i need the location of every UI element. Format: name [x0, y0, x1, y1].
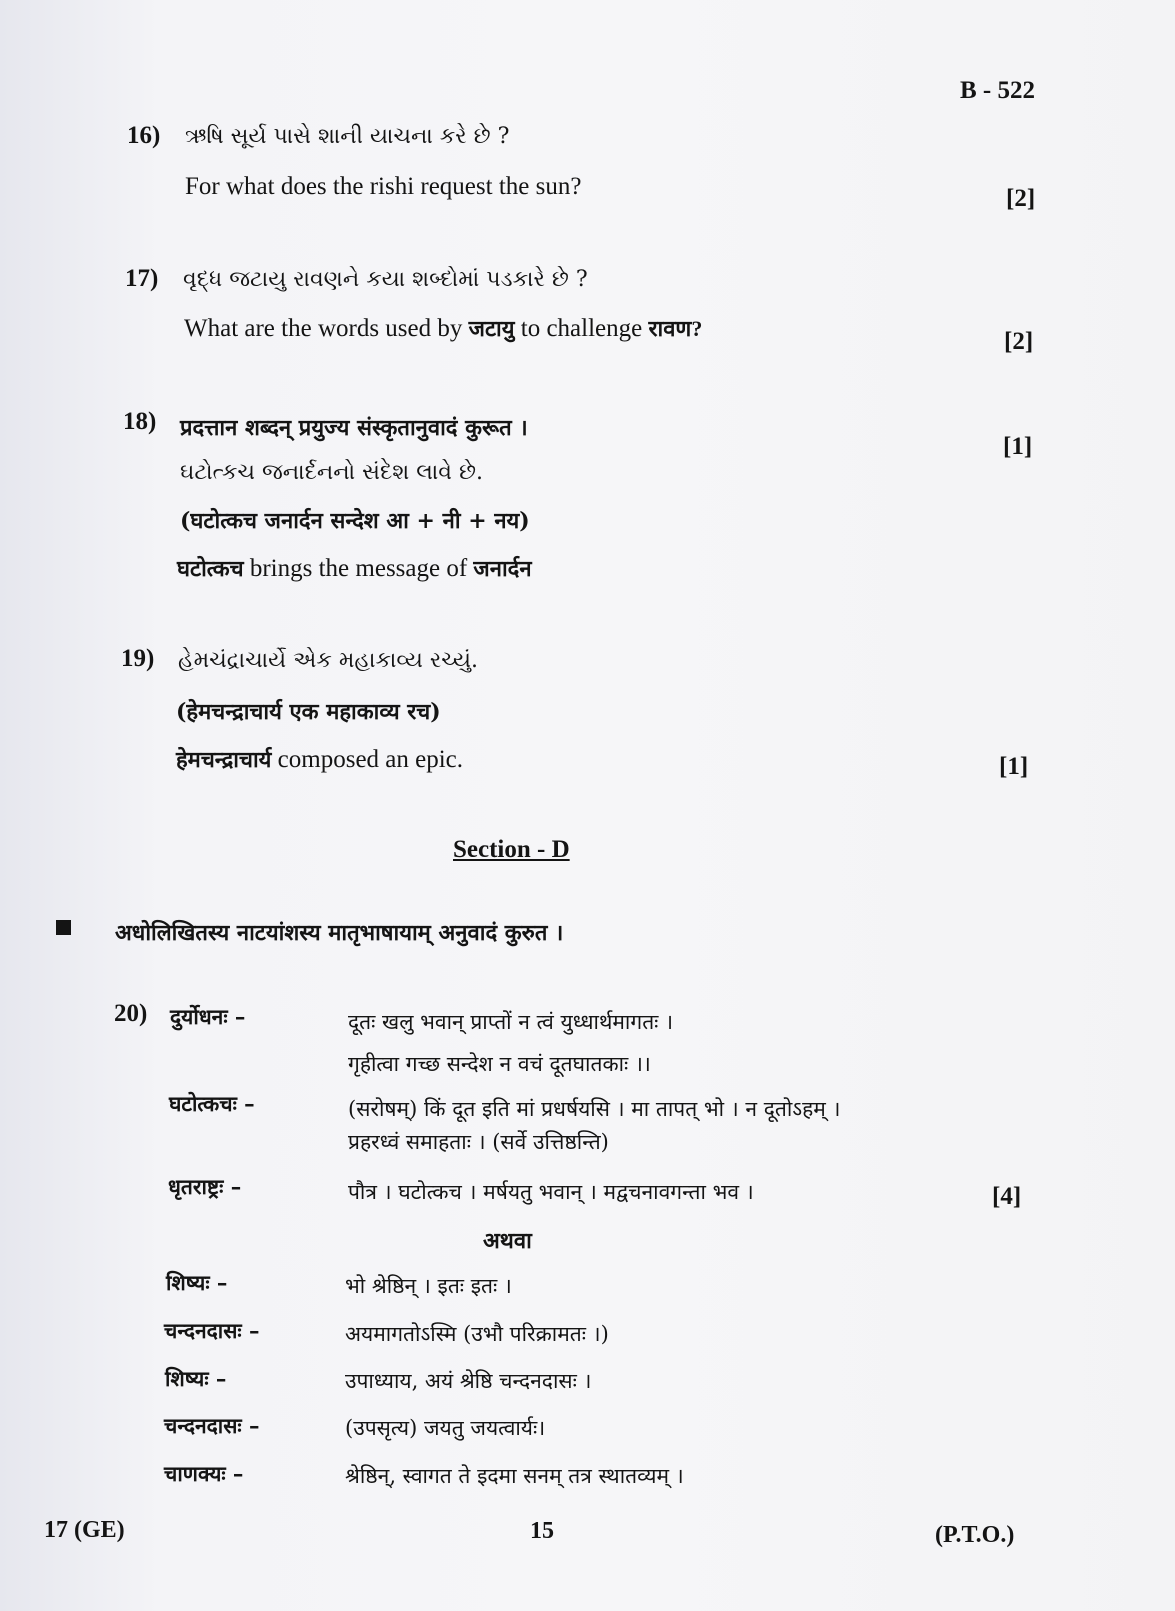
paper-code: B - 522 [960, 77, 1035, 104]
footer-pto: (P.T.O.) [935, 1522, 1015, 1548]
speaker-ghatotkacha: घटोत्कचः – [169, 1091, 255, 1116]
question-16-number: 16) [127, 122, 161, 149]
question-16-english: For what does the rishi request the sun? [185, 173, 582, 200]
question-17-gujarati: વૃદ્ધ જટાયુ રાવણને કયા શબ્દોમાં પડકારે છે ? [183, 267, 588, 292]
dialogue-line: श्रेष्ठिन्, स्वागत ते इदमा सनम् तत्र स्थातव्यम् । [345, 1464, 684, 1488]
question-17-word-ravan: रावण? [648, 316, 703, 341]
speaker-duryodhana: दुर्योधनः – [170, 1004, 246, 1029]
dialogue-line: भो श्रेष्ठिन् । इतः इतः । [345, 1274, 512, 1298]
question-18-english [177, 553, 532, 583]
dialogue-line: अयमागतोऽस्मि (उभौ परिक्रामतः ।) [345, 1322, 609, 1346]
question-17-english-pre: What are the words used by [184, 315, 463, 342]
page-number: 15 [530, 1518, 554, 1544]
question-17-english-mid: to challenge [520, 315, 643, 342]
question-19-number: 19) [121, 645, 155, 672]
dialogue-line: प्रहरध्वं समाहताः । (सर्वे उत्तिष्ठन्ति) [348, 1130, 609, 1154]
speaker-chandanadasa: चन्दनदासः – [164, 1413, 260, 1438]
question-18-hint: (घटोत्कच जनार्दन सन्देश आ + नी + नय) [180, 508, 530, 534]
question-18-word-ghatotkach: घटोत्कच [177, 556, 244, 581]
question-17-number: 17) [125, 265, 159, 292]
question-16-gujarati: ઋષિ સૂર્ય પાસે શાની યાચના કરે છે ? [185, 124, 510, 149]
question-20-number: 20) [114, 1000, 148, 1027]
dialogue-line: (उपसृत्य) जयतु जयत्वार्यः। [345, 1416, 546, 1440]
question-18-gujarati: ઘટોત્કચ જનાર્દનનો સંદેશ લાવે છે. [180, 460, 483, 485]
question-19-hint: (हेमचन्द्राचार्य एक महाकाव्य रच) [176, 699, 441, 725]
question-20-marks: [4] [992, 1183, 1022, 1210]
speaker-chandanadasa: चन्दनदासः – [164, 1318, 260, 1343]
question-19-english-mid: composed an epic. [277, 746, 464, 773]
question-19-english [176, 744, 463, 774]
dialogue-line: (सरोषम्) किं दूत इति मां प्रधर्षयसि । मा तापत् भो । न दूतोऽहम् । [348, 1097, 841, 1121]
speaker-shishya: शिष्यः – [166, 1270, 228, 1295]
section-title: Section - D [453, 836, 570, 863]
question-18-marks: [1] [1003, 433, 1033, 460]
question-19-word-hemchandra: हेमचन्द्राचार्य [176, 747, 272, 772]
section-instruction: अधोलिखितस्य नाटयांशस्य मातृभाषायाम् अनुवादं कुरुत । [115, 920, 564, 946]
speaker-chanakya: चाणक्यः – [164, 1461, 244, 1486]
question-17-word-jatayu: जटायु [468, 316, 515, 341]
speaker-shishya: शिष्यः – [165, 1366, 227, 1391]
question-16-marks: [2] [1006, 185, 1036, 212]
dialogue-line: गृहीत्वा गच्छ सन्देश न वचं दूतघातकाः ।। [348, 1052, 651, 1076]
dialogue-line: उपाध्याय, अयं श्रेष्ठि चन्दनदासः । [345, 1369, 592, 1393]
speaker-dhritarashtra: धृतराष्ट्रः – [168, 1174, 242, 1199]
question-18-word-janardan: जनार्दन [473, 556, 532, 581]
question-17-english [184, 313, 702, 343]
question-18-number: 18) [123, 408, 157, 435]
question-18-instruction: प्रदत्तान शब्दन् प्रयुज्य संस्कृतानुवादं कुरूत । [180, 415, 528, 441]
dialogue-line: पौत्र । घटोत्कच । मर्षयतु भवान् । मद्वचनावगन्ता भव । [348, 1180, 754, 1204]
question-17-marks: [2] [1004, 328, 1034, 355]
question-18-english-mid: brings the message of [249, 555, 468, 582]
dialogue-line: दूतः खलु भवान् प्राप्तों न त्वं युध्धार्थमागतः । [348, 1010, 674, 1034]
question-19-marks: [1] [999, 753, 1029, 780]
footer-paper-id: 17 (GE) [44, 1517, 125, 1543]
or-separator: अथवा [483, 1228, 532, 1254]
bullet-square [56, 920, 71, 935]
question-19-gujarati: હેમચંદ્રાચાર્યે એક મહાકાવ્ય રચ્યું. [178, 648, 479, 673]
